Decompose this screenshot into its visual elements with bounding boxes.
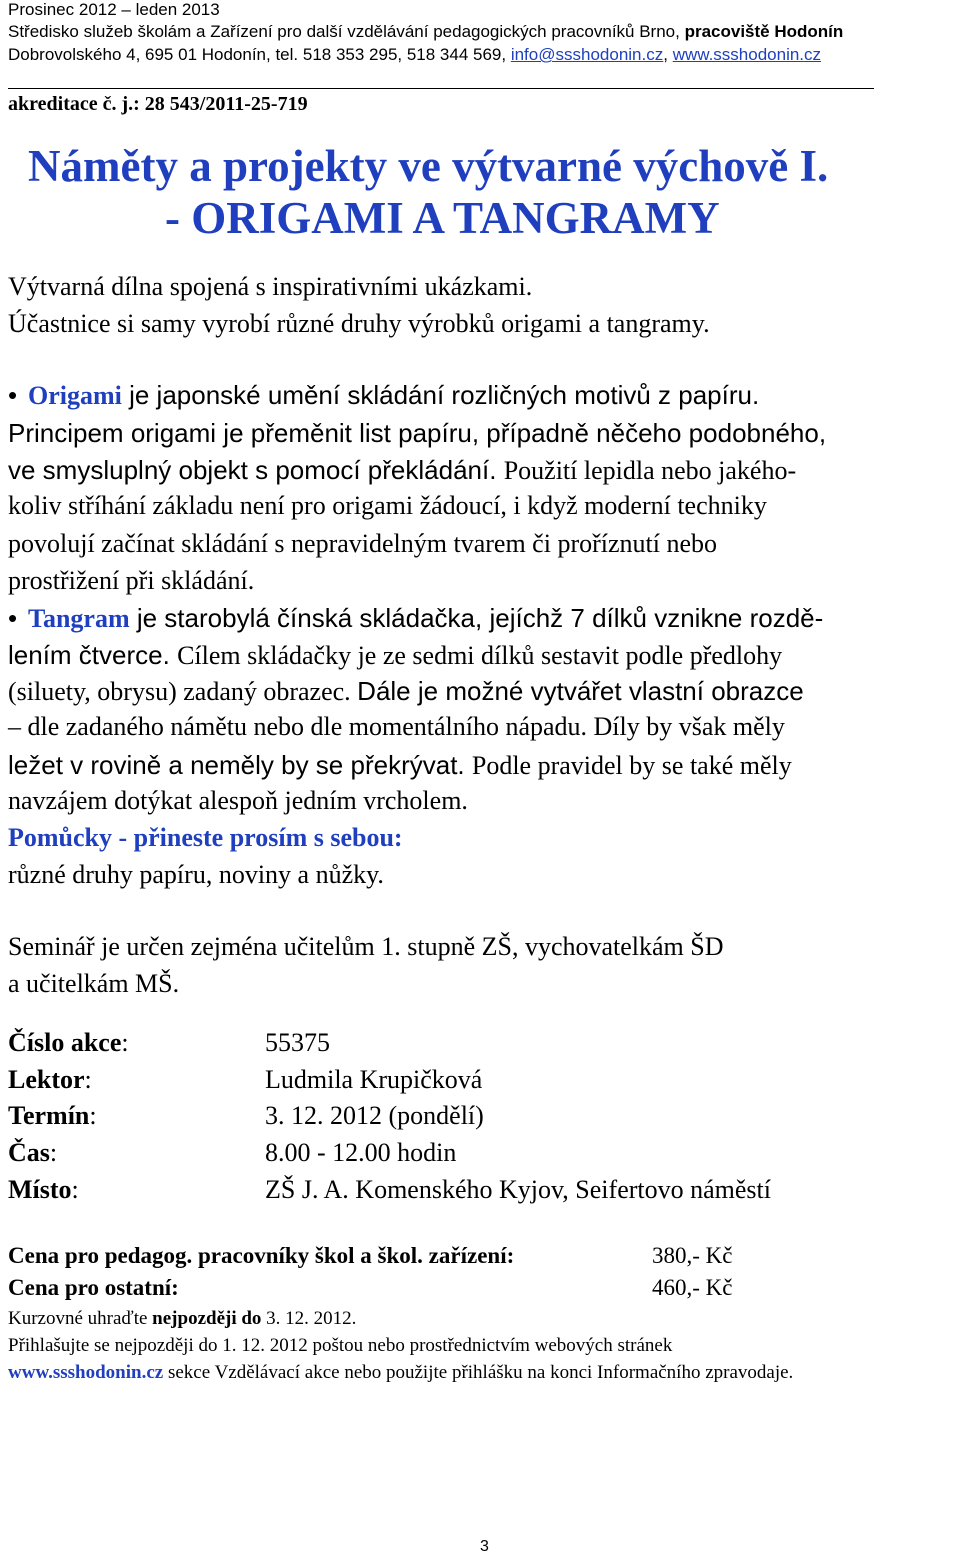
registration-line-1: Přihlašujte se nejpozději do 1. 12. 2012 poštou nebo prostřednictvím webových stránek: [8, 1335, 673, 1356]
tangram-definition: je starobylá čínská skládačka, jejíchž 7 dílků vznikne rozdě-: [129, 603, 824, 633]
website-link[interactable]: www.ssshodonin.cz: [672, 45, 822, 64]
detail-value: 8.00 - 12.00 hodin: [265, 1138, 457, 1167]
registration-line-2-rest: sekce Vzdělávací akce nebo použijte přihlášku na konci Informačního zpravodaje.: [163, 1362, 794, 1383]
payment-note: [8, 1308, 356, 1330]
detail-label: Čas: [8, 1138, 50, 1167]
tangram-line-5-b: Podle pravidel by se také měly: [471, 751, 792, 780]
detail-label: Termín: [8, 1101, 90, 1130]
supplies-text: různé druhy papíru, noviny a nůžky.: [8, 860, 384, 889]
payment-deadline: 3. 12. 2012.: [261, 1308, 357, 1329]
detail-label-colon: :: [84, 1065, 92, 1094]
origami-line-2: Principem origami je přeměnit list papíru, případně něčeho podobného,: [8, 418, 827, 448]
detail-label: Místo: [8, 1175, 72, 1204]
origami-line-1: [8, 380, 759, 411]
bullet-icon: •: [8, 380, 18, 410]
tangram-line-2-a: lením čtverce.: [8, 640, 178, 670]
intro-line-2: Účastnice si samy vyrobí různé druhy výrobků origami a tangramy.: [8, 309, 710, 338]
price-label: Cena pro ostatní:: [8, 1275, 179, 1300]
price-value: 460,- Kč: [652, 1275, 733, 1300]
detail-value: ZŠ J. A. Komenského Kyjov, Seifertovo náměstí: [265, 1175, 771, 1204]
origami-term: Origami: [28, 381, 122, 410]
origami-line-3: [8, 455, 796, 486]
accreditation: akreditace č. j.: 28 543/2011-25-719: [8, 93, 308, 115]
payment-deadline-label: nejpozději do: [152, 1308, 262, 1329]
tangram-line-6: navzájem dotýkat alespoň jedním vrcholem.: [8, 786, 468, 815]
tangram-line-2: [8, 640, 782, 671]
detail-label: Číslo akce: [8, 1028, 122, 1057]
tangram-line-4: – dle zadaného námětu nebo dle momentálního nápadu. Díly by však měly: [8, 712, 785, 741]
origami-line-3-b: Použití lepidla nebo jakého-: [503, 456, 797, 485]
origami-line-3-a: ve smysluplný objekt s pomocí překládání.: [8, 455, 504, 485]
supplies-heading: Pomůcky - přineste prosím s sebou:: [8, 823, 403, 852]
header-org-branch: pracoviště Hodonín: [684, 22, 844, 41]
page-subtitle: - ORIGAMI A TANGRAMY: [165, 193, 720, 243]
header-address: Dobrovolského 4, 695 01 Hodonín, tel. 518 353 295, 518 344 569,: [8, 45, 511, 64]
tangram-line-3-a: (siluety, obrysu) zadaný obrazec.: [8, 677, 358, 706]
intro-line-1: Výtvarná dílna spojená s inspirativními ukázkami.: [8, 272, 533, 301]
tangram-line-3-b: Dále je možné vytvářet vlastní obrazce: [357, 676, 804, 706]
email-link[interactable]: info@ssshodonin.cz: [510, 45, 664, 64]
detail-label-colon: :: [89, 1101, 97, 1130]
registration-website-link[interactable]: www.ssshodonin.cz: [8, 1362, 164, 1383]
audience-line-2: a učitelkám MŠ.: [8, 969, 180, 998]
detail-label-colon: :: [121, 1028, 129, 1057]
header-org-name: Středisko služeb školám a Zařízení pro další vzdělávání pedagogických pracovníků Brno,: [8, 22, 685, 41]
tangram-term: Tangram: [28, 604, 130, 633]
origami-definition: je japonské umění skládání rozličných motivů z papíru.: [121, 380, 760, 410]
registration-line-2: [8, 1362, 793, 1384]
page-number: 3: [480, 1538, 489, 1555]
detail-label-colon: :: [71, 1175, 79, 1204]
price-label: Cena pro pedagog. pracovníky škol a škol. zařízení:: [8, 1243, 515, 1268]
header-organization: [8, 22, 843, 42]
detail-value: 3. 12. 2012 (pondělí): [265, 1101, 484, 1130]
bullet-icon: •: [8, 603, 18, 633]
tangram-line-2-b: Cílem skládačky je ze sedmi dílků sestavit podle předlohy: [177, 641, 783, 670]
origami-line-6: prostřižení při skládání.: [8, 566, 255, 595]
detail-label-colon: :: [49, 1138, 58, 1167]
tangram-line-5-a: ležet v rovině a neměly by se překrývat.: [8, 750, 472, 780]
detail-value: 55375: [265, 1028, 330, 1057]
header-contact: [8, 45, 821, 65]
tangram-line-1: [8, 603, 823, 634]
tangram-line-5: [8, 750, 792, 781]
origami-line-4: koliv stříhání základu není pro origami žádoucí, i když moderní techniky: [8, 491, 767, 520]
detail-label: Lektor: [8, 1065, 85, 1094]
header-divider: [8, 88, 874, 89]
page-title: Náměty a projekty ve výtvarné výchově I.: [28, 141, 829, 191]
payment-note-a: Kurzovné uhraďte: [8, 1308, 153, 1329]
price-value: 380,- Kč: [652, 1243, 733, 1268]
detail-value: Ludmila Krupičková: [265, 1065, 483, 1094]
header-date: Prosinec 2012 – leden 2013: [8, 0, 220, 19]
origami-line-5: povolují začínat skládání s nepravidelným tvarem či proříznutí nebo: [8, 529, 718, 558]
header-separator: ,: [663, 45, 673, 64]
audience-line-1: Seminář je určen zejména učitelům 1. stupně ZŠ, vychovatelkám ŠD: [8, 932, 724, 961]
tangram-line-3: [8, 676, 804, 707]
